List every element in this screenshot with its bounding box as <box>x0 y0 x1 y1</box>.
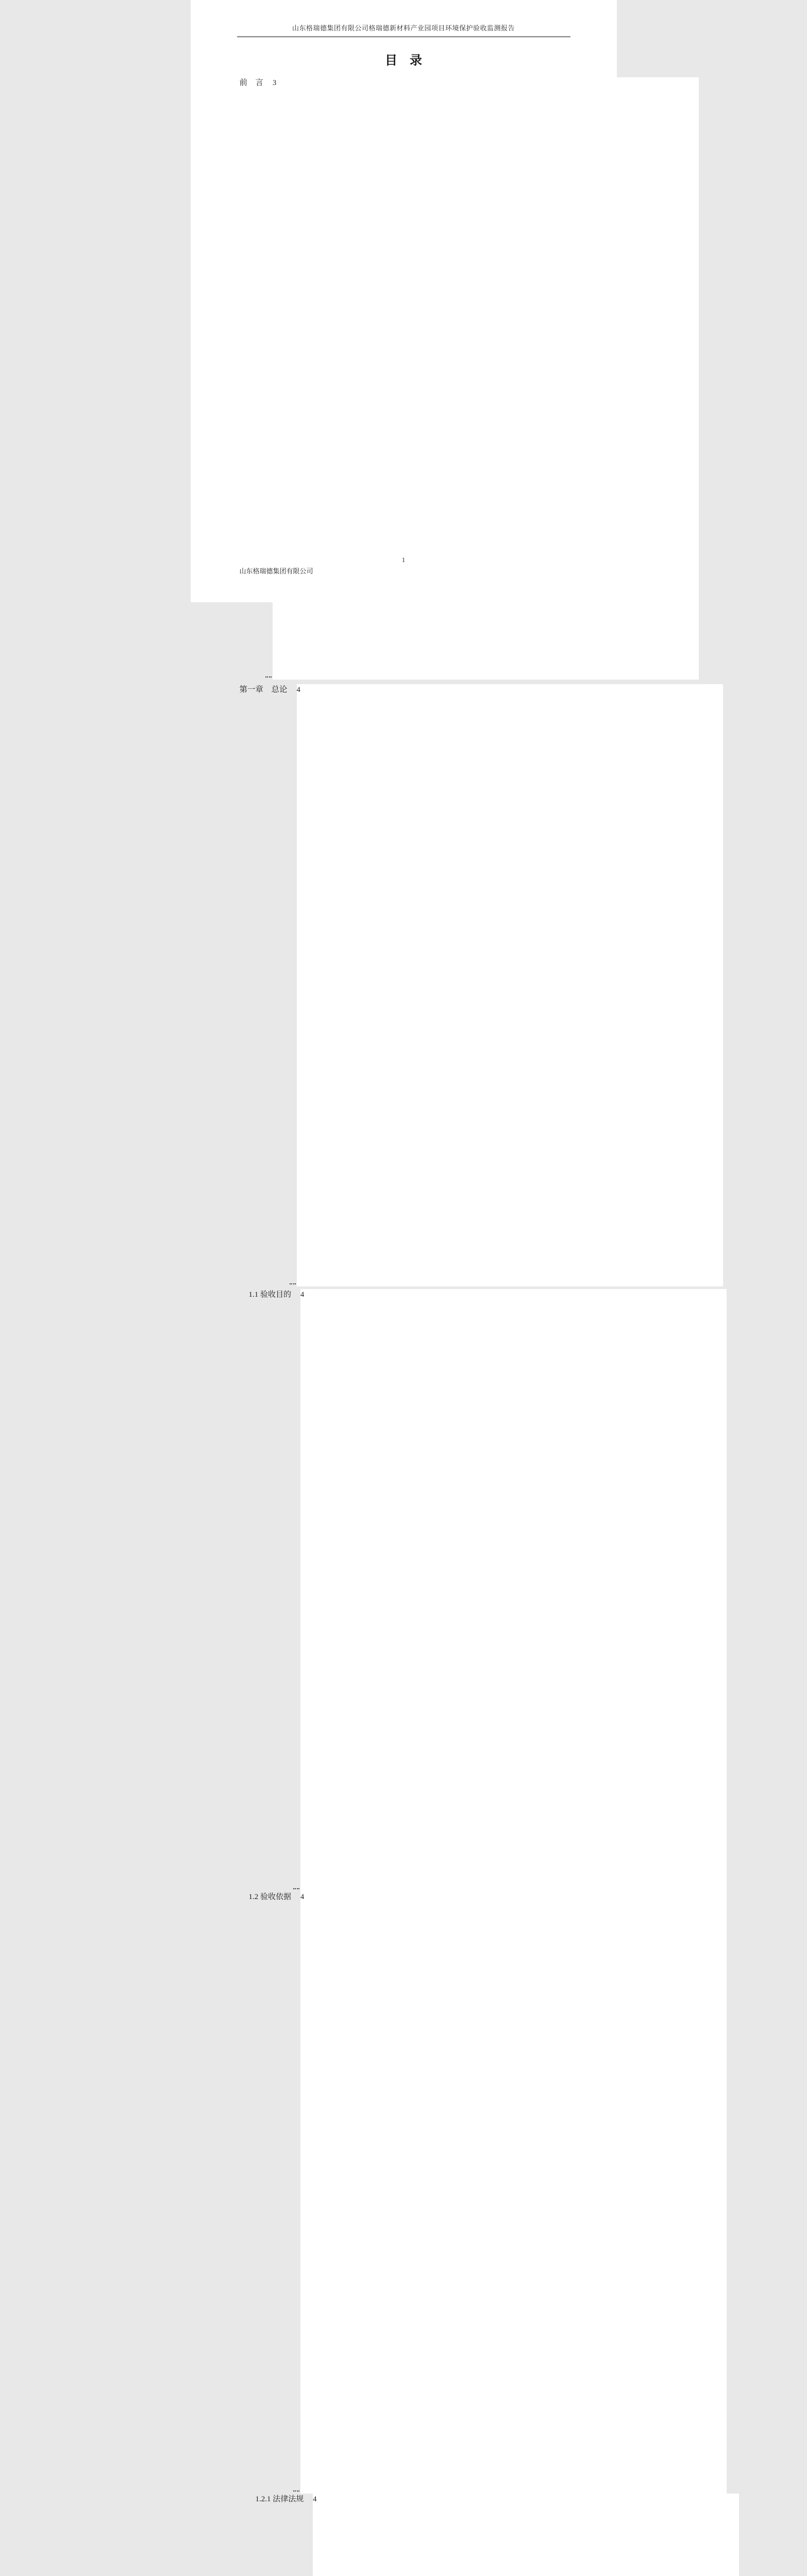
footer-page-number: 1 <box>401 556 406 564</box>
toc-entry-label: 1.2.1 法律法规 <box>255 2495 304 2503</box>
toc-entry <box>240 2494 570 2576</box>
toc-entry <box>240 1289 570 1891</box>
header-rule <box>237 36 570 38</box>
footer-company-name: 山东格瑞德集团有限公司 <box>239 567 313 575</box>
toc-entry-page: 4 <box>300 1289 727 1891</box>
running-header-title: 山东格瑞德集团有限公司格瑞德新材料产业园项目环境保护验收监测报告 <box>292 24 515 32</box>
toc-entry <box>240 684 570 1286</box>
toc-entry-label: 第一章 总论 <box>239 685 288 694</box>
toc-title: 目 录 <box>385 54 422 67</box>
toc-leader-dots <box>290 1283 296 1284</box>
toc-entry <box>240 1891 570 2494</box>
table-of-contents <box>240 77 570 2576</box>
toc-leader-dots <box>293 1888 299 1889</box>
toc-leader-dots <box>293 2490 299 2492</box>
toc-entry-page: 4 <box>300 1891 727 2494</box>
toc-leader-dots <box>265 676 272 677</box>
toc-entry-label: 前 言 <box>239 78 264 87</box>
toc-entry-page: 4 <box>297 684 723 1286</box>
toc-entry-label: 1.1 验收目的 <box>248 1291 292 1299</box>
toc-entry-label: 1.2 验收依据 <box>248 1893 292 1901</box>
toc-entry <box>240 77 570 680</box>
toc-entry-page: 4 <box>313 2494 739 2576</box>
running-header <box>191 0 617 32</box>
toc-entry-page: 3 <box>273 77 699 680</box>
document-page <box>191 0 617 2503</box>
